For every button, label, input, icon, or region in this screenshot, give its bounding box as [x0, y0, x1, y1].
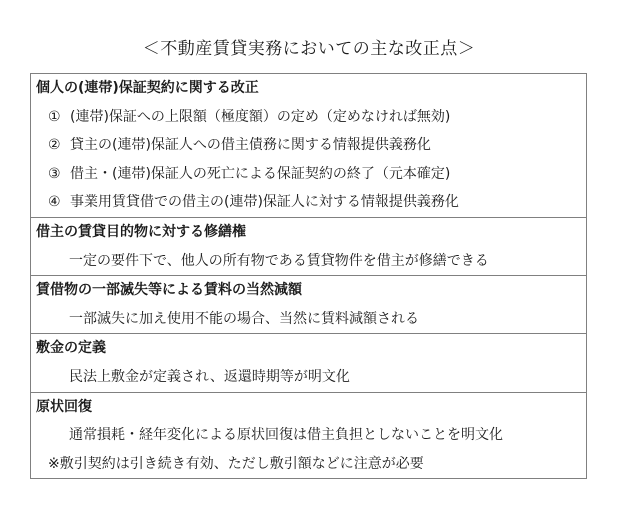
section-heading: 賃借物の一部滅失等による賃料の当然減額: [36, 282, 302, 299]
item-number: ③: [48, 165, 61, 182]
section-heading: 原状回復: [36, 398, 92, 415]
section-deposit-definition: [31, 333, 586, 391]
item-text: 貸主の(連帯)保証人への借主債務に関する情報提供義務化: [70, 137, 431, 154]
section-heading: 個人の(連帯)保証契約に関する改正: [36, 80, 259, 96]
section-rent-reduction: [31, 275, 586, 333]
section-heading: 敷金の定義: [36, 340, 106, 357]
section-body: 一定の要件下で、他人の所有物である賃貸物件を借主が修繕できる: [69, 252, 489, 269]
section-body: 通常損耗・経年変化による原状回復は借主負担としないことを明文化: [69, 427, 503, 444]
item-number: ①: [48, 108, 61, 125]
section-restoration: [31, 392, 586, 479]
item-text: (連帯)保証への上限額（極度額）の定め（定めなければ無効): [70, 108, 451, 125]
item-number: ②: [48, 137, 61, 154]
item-text: 借主・(連帯)保証人の死亡による保証契約の終了（元本確定): [70, 165, 451, 182]
list-item: [31, 160, 586, 189]
revision-table: [30, 73, 587, 479]
section-heading: 借主の賃貸目的物に対する修繕権: [36, 223, 246, 240]
list-item: [31, 188, 586, 217]
section-guarantee-contract: [31, 74, 586, 217]
item-text: 事業用賃貸借での借主の(連帯)保証人に対する情報提供義務化: [70, 194, 459, 211]
section-note: ※敷引契約は引き続き有効、ただし敷引額などに注意が必要: [48, 455, 424, 472]
section-body: 民法上敷金が定義され、返還時期等が明文化: [69, 368, 350, 385]
page-title: ＜不動産賃貸実務においての主な改正点＞: [142, 39, 476, 59]
list-item: [31, 103, 586, 132]
section-body: 一部滅失に加え使用不能の場合、当然に賃料減額される: [69, 310, 419, 327]
section-repair-right: [31, 217, 586, 275]
item-number: ④: [48, 194, 61, 211]
list-item: [31, 131, 586, 160]
